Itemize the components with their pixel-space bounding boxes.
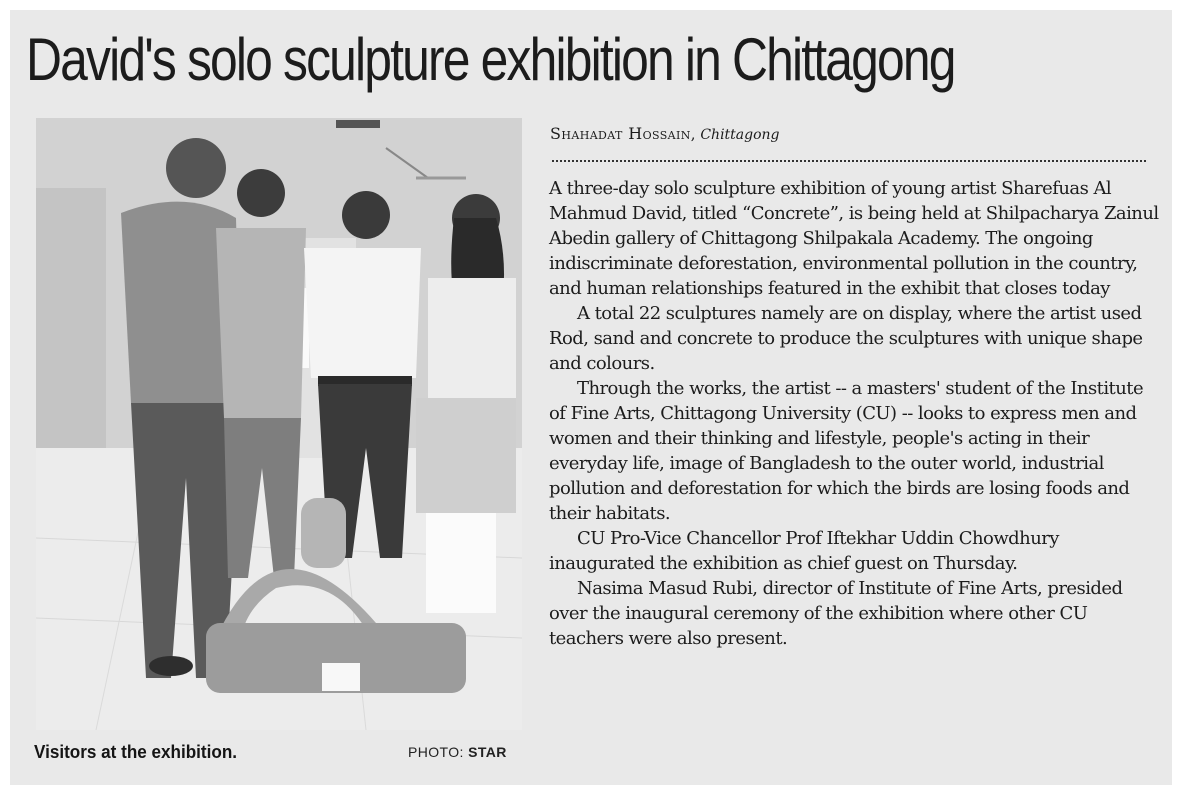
photo-credit xyxy=(408,744,507,760)
byline-separator: , xyxy=(690,125,701,143)
photo-credit-source: STAR xyxy=(468,744,507,760)
article-paragraph: A total 22 sculptures namely are on display, where the artist used Rod, sand and concrete to produce the sculptures with unique shape and colours. xyxy=(549,303,1143,374)
byline-location: Chittagong xyxy=(700,127,780,143)
photo-caption: Visitors at the exhibition. xyxy=(34,742,238,762)
article-paragraph: Nasima Masud Rubi, director of Institute of Fine Arts, presided over the inaugural ceremony of the exhibition where other CU teachers were also present. xyxy=(549,578,1123,649)
article-paragraph: Through the works, the artist -- a masters' student of the Institute of Fine Arts, Chittagong University (CU) -- looks to express men and women and their thinking and lifestyle, people's acting in their everyday life, image of Bangladesh to the outer world, industrial pollution and deforestation for which the birds are losing foods and their habitats. xyxy=(549,378,1144,524)
byline xyxy=(550,124,780,143)
dotted-divider xyxy=(552,160,1146,162)
article-paragraph: CU Pro-Vice Chancellor Prof Iftekhar Uddin Chowdhury inaugurated the exhibition as chief guest on Thursday. xyxy=(549,528,1059,574)
byline-author: Shahadat Hossain xyxy=(550,124,691,143)
article-body xyxy=(549,176,1159,651)
article-paragraph: A three-day solo sculpture exhibition of young artist Sharefuas Al Mahmud David, titled “Concrete”, is being held at Shilpacharya Zainul Abedin gallery of Chittagong Shilpakala Academy. The ongoing indiscriminate deforestation, environmental pollution in the country, and human relationships featured in the exhibit that closes today xyxy=(549,178,1159,299)
photo-credit-label: PHOTO: xyxy=(408,744,464,760)
exhibition-photo xyxy=(36,118,522,730)
headline: David's solo sculpture exhibition in Chittagong xyxy=(26,26,955,93)
